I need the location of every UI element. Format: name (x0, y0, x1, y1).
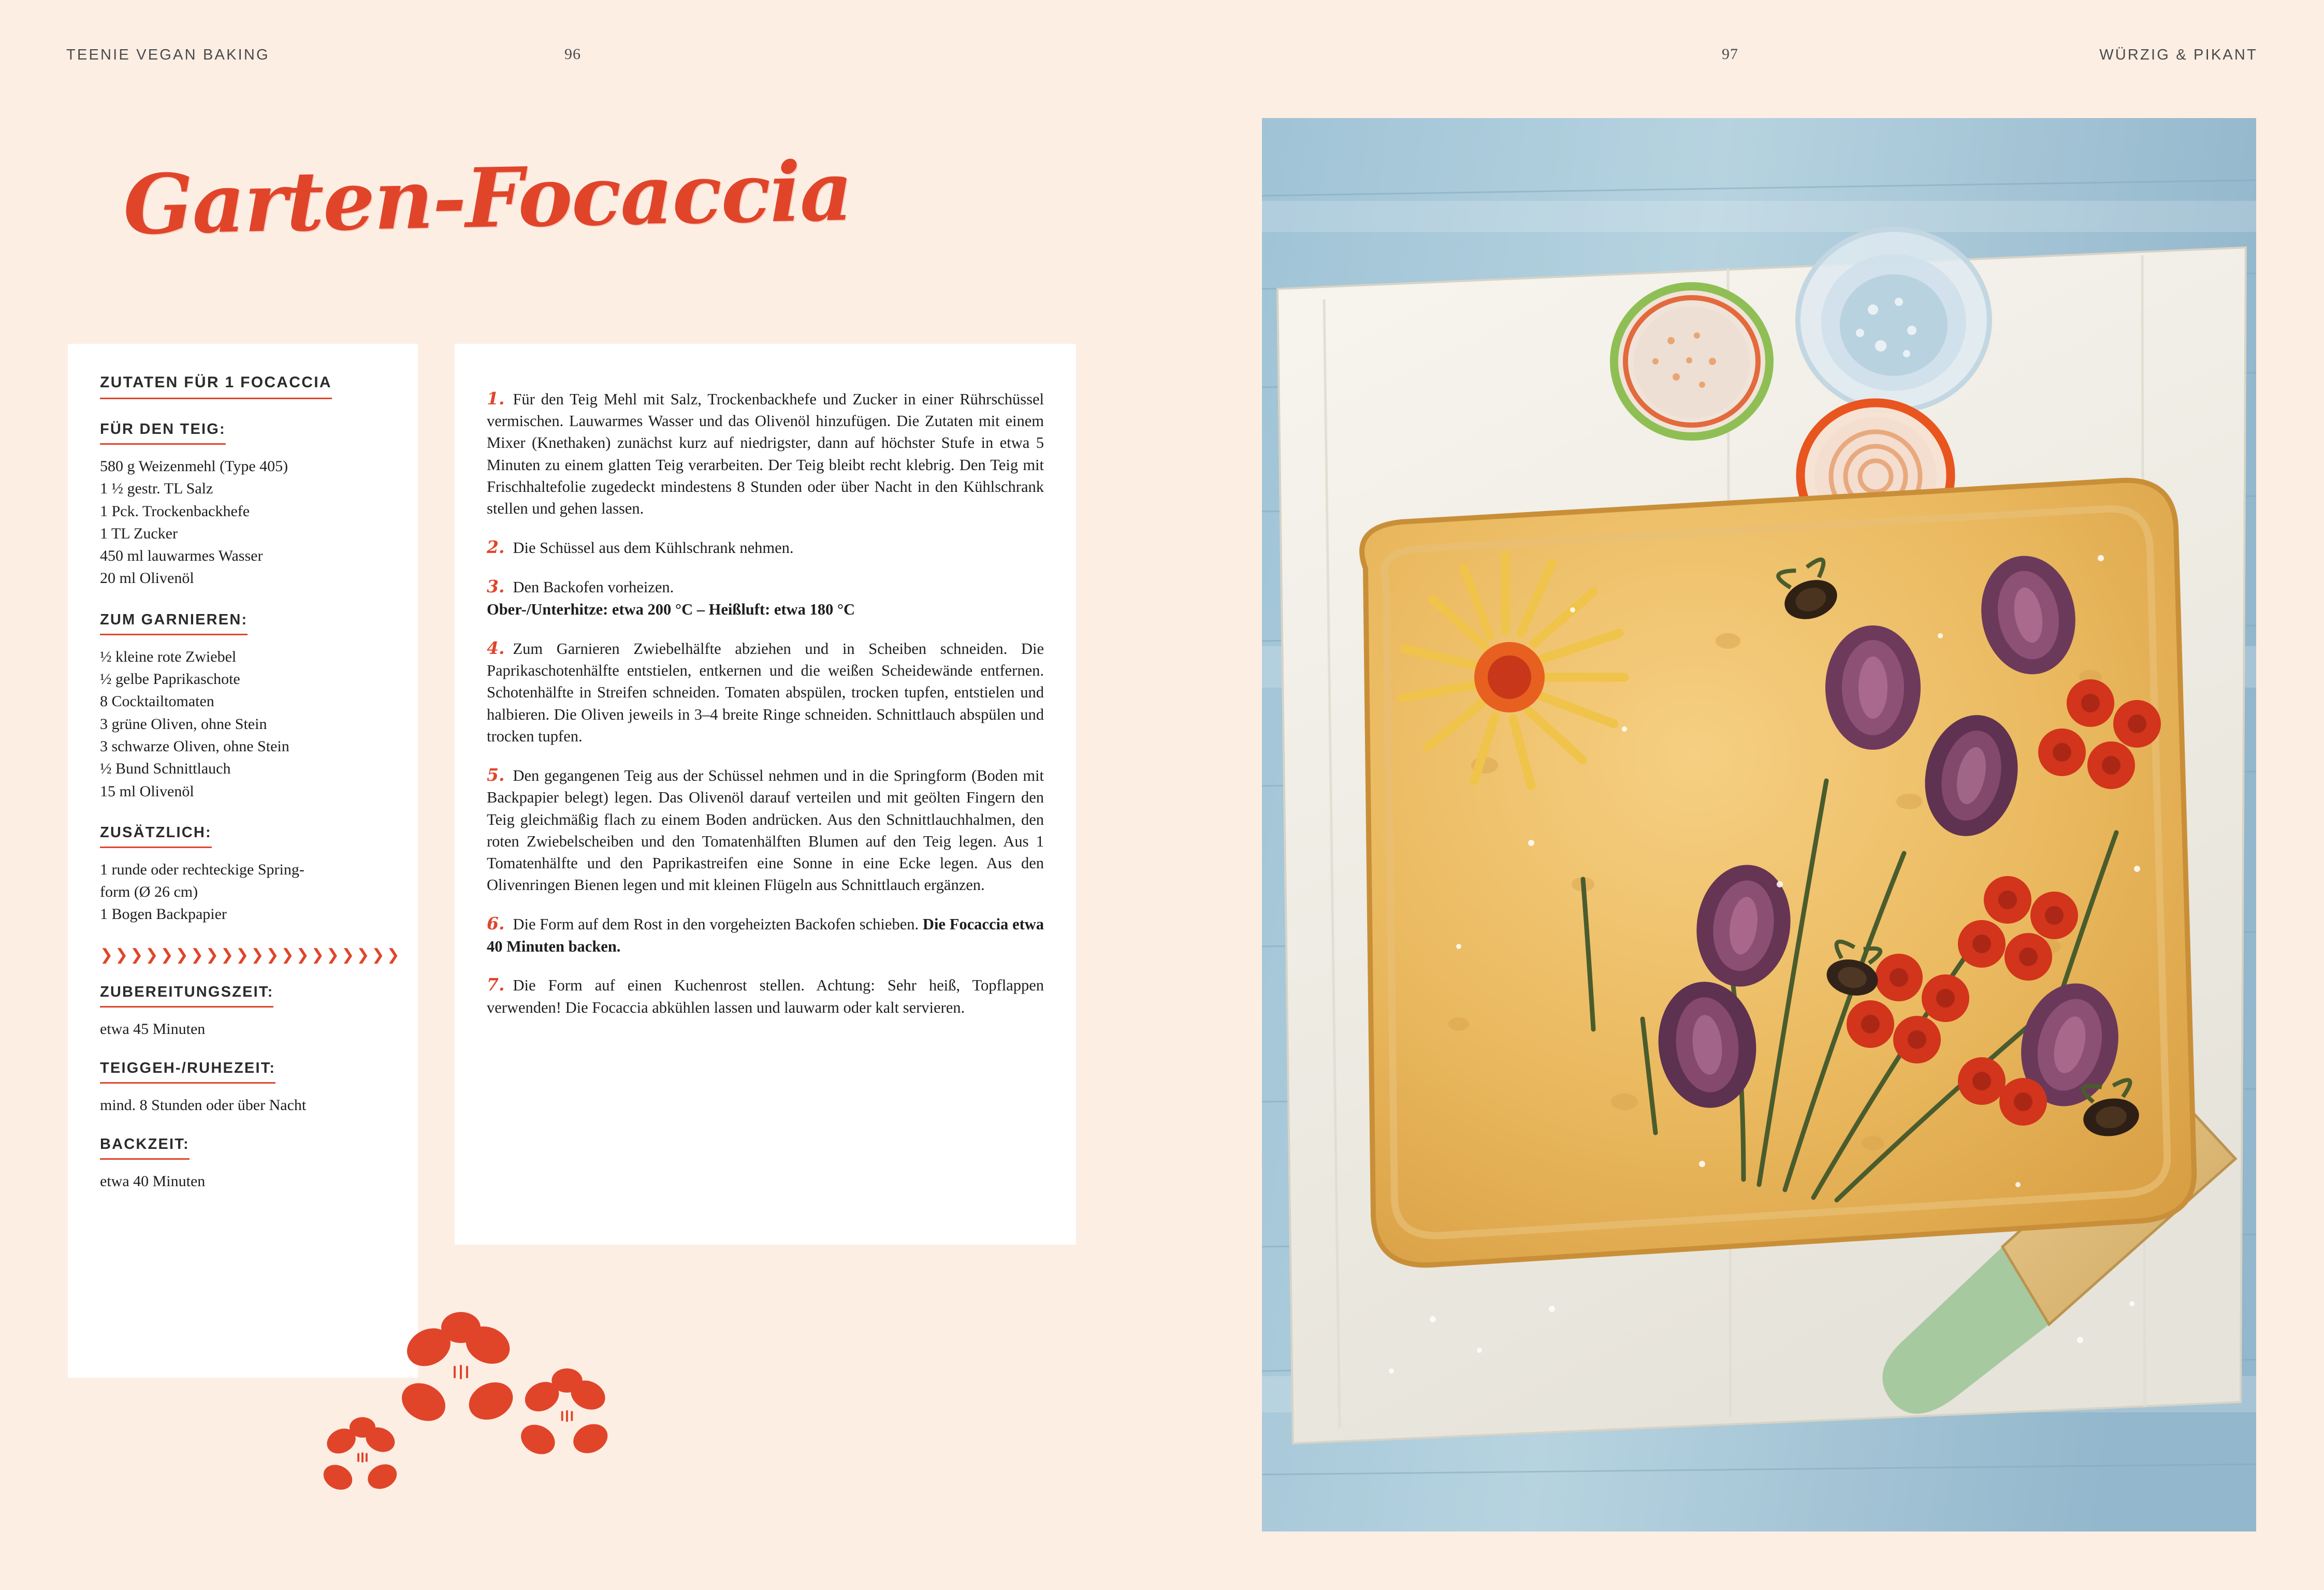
step-number: 2. (487, 536, 505, 557)
list-item: ½ Bund Schnittlauch (100, 760, 231, 778)
instruction-step (487, 763, 1044, 896)
step-text: Die Schüssel aus dem Kühlschrank nehmen. (513, 538, 794, 557)
step-text: Die Form auf einen Kuchenrost stellen. Achtung: Sehr heiß, Topflappen verwenden! Die Focaccia abkühlen lassen und lauwarm oder kalt servieren. (487, 976, 1044, 1017)
time-heading: TEIGGEH-/RUHEZEIT: (100, 1060, 275, 1084)
step-text: Den Backofen vorheizen. (513, 578, 674, 596)
instruction-step (487, 575, 1044, 620)
list-item: 8 Cocktailtomaten (100, 693, 214, 710)
list-item: 1 runde oder rechteckige Spring- (100, 860, 304, 878)
ingredient-group-heading: ZUM GARNIEREN: (100, 611, 248, 635)
time-block-preparation (100, 984, 386, 1039)
list-item: 1 Bogen Backpapier (100, 906, 227, 923)
glass-green (1614, 286, 1769, 436)
flower-doodle-icon (290, 1279, 684, 1538)
arrow-divider: ❯❯❯❯❯❯❯❯❯❯❯❯❯❯❯❯❯❯❯❯ (100, 946, 402, 964)
step-number: 5. (487, 764, 505, 785)
ingredient-list (100, 859, 386, 925)
ingredients-card (68, 344, 418, 1378)
list-item: form (Ø 26 cm) (100, 883, 198, 901)
list-item: 1 TL Zucker (100, 524, 178, 542)
list-item: 580 g Weizenmehl (Type 405) (100, 458, 288, 475)
step-text: Für den Teig Mehl mit Salz, Trockenbackhefe und Zucker in einer Rührschüssel vermischen. Lauwarmes Wasser und das Olivenöl hinzufügen. Die Zutaten mit einem Mixer (Knethaken) zunächst kurz auf niedrigster, dann auf höchster Stufe in etwa 5 Minuten zu einem glatten Teig verarbeiten. Der Teig bleibt recht klebrig. Den Teig mit Frischhaltefolie zugedeckt mindestens 8 Stunden oder über Nacht in den Kühlschrank stellen und gehen lassen. (487, 390, 1044, 518)
step-number: 1. (487, 388, 505, 409)
instruction-step (487, 535, 1044, 559)
instructions-card (455, 344, 1076, 1245)
glass-tall (1798, 229, 1989, 411)
step-text: Zum Garnieren Zwiebelhälfte abziehen und in Scheiben schneiden. Die Paprikaschotenhälfte entstielen, entkernen und die weißen Scheidewände entfernen. Schotenhälfte in Streifen schneiden. Tomaten abspülen, trocken tupfen, entstielen und halbieren. Die Oliven jeweils in 3–4 breite Ringe schneiden. Schnittlauch abspülen und trocken tupfen. (487, 639, 1044, 745)
list-item: 1 Pck. Trockenbackhefe (100, 502, 250, 520)
step-number: 4. (487, 637, 505, 658)
step-number: 7. (487, 974, 505, 995)
step-text: Die Form auf dem Rost in den vorgeheizten Backofen schieben. (513, 915, 919, 933)
list-item: 3 schwarze Oliven, ohne Stein (100, 737, 289, 755)
time-value: etwa 45 Minuten (100, 1020, 206, 1038)
focaccia-photo-illustration (1262, 118, 2256, 1531)
recipe-photo (1262, 118, 2256, 1531)
list-item: 20 ml Olivenöl (100, 570, 194, 587)
list-item: 15 ml Olivenöl (100, 782, 194, 800)
list-item: 1 ½ gestr. TL Salz (100, 480, 213, 498)
step-bold-text: Die Focaccia etwa 40 Minuten backen. (487, 915, 1044, 955)
instruction-step (487, 912, 1044, 957)
list-item: 450 ml lauwarmes Wasser (100, 547, 263, 565)
flower-doodle-group (290, 1279, 684, 1538)
instruction-step (487, 387, 1044, 520)
time-heading: ZUBEREITUNGSZEIT: (100, 984, 273, 1008)
step-number: 3. (487, 576, 505, 597)
ingredient-list (100, 456, 386, 589)
focaccia (1362, 480, 2194, 1265)
time-block-resting (100, 1060, 386, 1115)
time-block-baking (100, 1136, 386, 1191)
ingredients-heading: ZUTATEN FÜR 1 FOCACCIA (100, 374, 332, 399)
step-number: 6. (487, 913, 505, 934)
page-title: Garten-Focaccia (122, 143, 853, 254)
ingredient-group-heading: ZUSÄTZLICH: (100, 824, 212, 848)
step-text: Den gegangenen Teig aus der Schüssel nehmen und in die Springform (Boden mit Backpapier belegt) legen. Das Olivenöl darauf verteilen und mit geölten Fingern den Teig gleichmäßig flach zu einem Boden andrücken. Aus den Schnittlauchhalmen, den roten Zwiebelscheiben und den Tomatenhälften Blumen auf den Teig legen. Aus 1 Tomatenhälfte und den Paprikastreifen eine Sonne in eine Ecke legen. Aus den Olivenringen Bienen legen und mit kleinen Flügeln aus Schnittlauch ergänzen. (487, 766, 1044, 894)
time-value: etwa 40 Minuten (100, 1172, 206, 1190)
list-item: 3 grüne Oliven, ohne Stein (100, 715, 267, 733)
running-head-right: WÜRZIG & PIKANT (2099, 47, 2258, 63)
time-heading: BACKZEIT: (100, 1136, 190, 1160)
folio-left: 96 (564, 46, 581, 63)
time-value: mind. 8 Stunden oder über Nacht (100, 1096, 307, 1114)
list-item: ½ gelbe Paprikaschote (100, 670, 240, 688)
ingredient-group-dough (100, 421, 386, 589)
list-item: ½ kleine rote Zwiebel (100, 648, 237, 665)
running-head-left: TEENIE VEGAN BAKING (66, 47, 270, 63)
step-bold-text: Ober-/Unterhitze: etwa 200 °C – Heißluft: etwa 180 °C (487, 600, 855, 618)
ingredient-list (100, 647, 386, 801)
ingredient-group-heading: FÜR DEN TEIG: (100, 421, 226, 445)
ingredient-group-garnish (100, 611, 386, 801)
folio-right: 97 (1722, 46, 1738, 63)
instruction-step (487, 636, 1044, 748)
instruction-step (487, 973, 1044, 1018)
ingredient-group-extra (100, 824, 386, 925)
